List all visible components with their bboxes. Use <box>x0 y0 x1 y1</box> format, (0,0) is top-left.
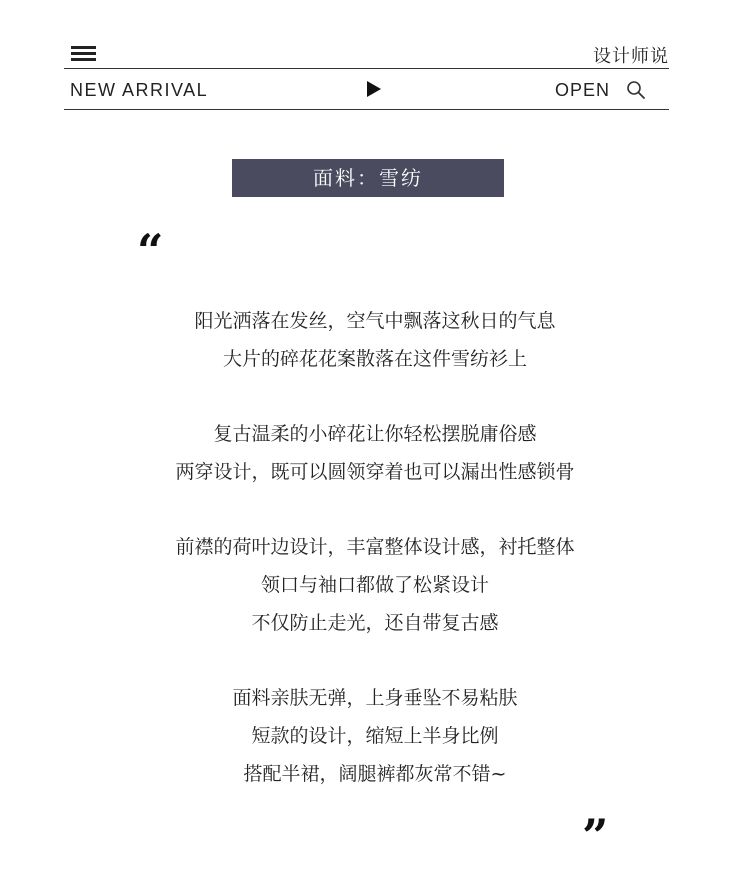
top-bar <box>64 38 669 69</box>
text-line: 领口与袖口都做了松紧设计 <box>260 574 489 596</box>
text-line: 前襟的荷叶边设计，丰富整体设计感，衬托整体 <box>175 536 575 558</box>
paragraph <box>0 415 750 491</box>
search-icon[interactable] <box>626 80 646 100</box>
paragraph <box>0 679 750 793</box>
paragraph <box>0 528 750 642</box>
open-quote-mark: “ <box>137 224 164 278</box>
new-arrival-link[interactable]: NEW ARRIVAL <box>70 80 209 100</box>
text-line: 搭配半裙，阔腿裤都灰常不错~ <box>243 763 507 785</box>
text-line: 面料亲肤无弹，上身垂坠不易粘肤 <box>232 687 518 709</box>
description-text <box>0 302 750 830</box>
nav-bar <box>64 68 669 110</box>
page-title: 设计师说 <box>593 46 669 67</box>
text-line: 短款的设计，缩短上半身比例 <box>251 725 499 747</box>
open-button[interactable]: OPEN <box>555 80 611 100</box>
play-icon[interactable] <box>367 81 381 97</box>
text-line: 大片的碎花花案散落在这件雪纺衫上 <box>222 348 527 370</box>
fabric-banner: 面料：雪纺 <box>232 159 504 197</box>
close-quote-mark: ” <box>582 809 609 863</box>
hamburger-menu-icon[interactable] <box>71 46 96 60</box>
text-line: 复古温柔的小碎花让你轻松摆脱庸俗感 <box>213 423 537 445</box>
text-line: 两穿设计，既可以圆领穿着也可以漏出性感锁骨 <box>175 461 575 483</box>
text-line: 阳光洒落在发丝，空气中飘落这秋日的气息 <box>194 310 556 332</box>
paragraph <box>0 302 750 378</box>
text-line: 不仅防止走光，还自带复古感 <box>251 612 499 634</box>
